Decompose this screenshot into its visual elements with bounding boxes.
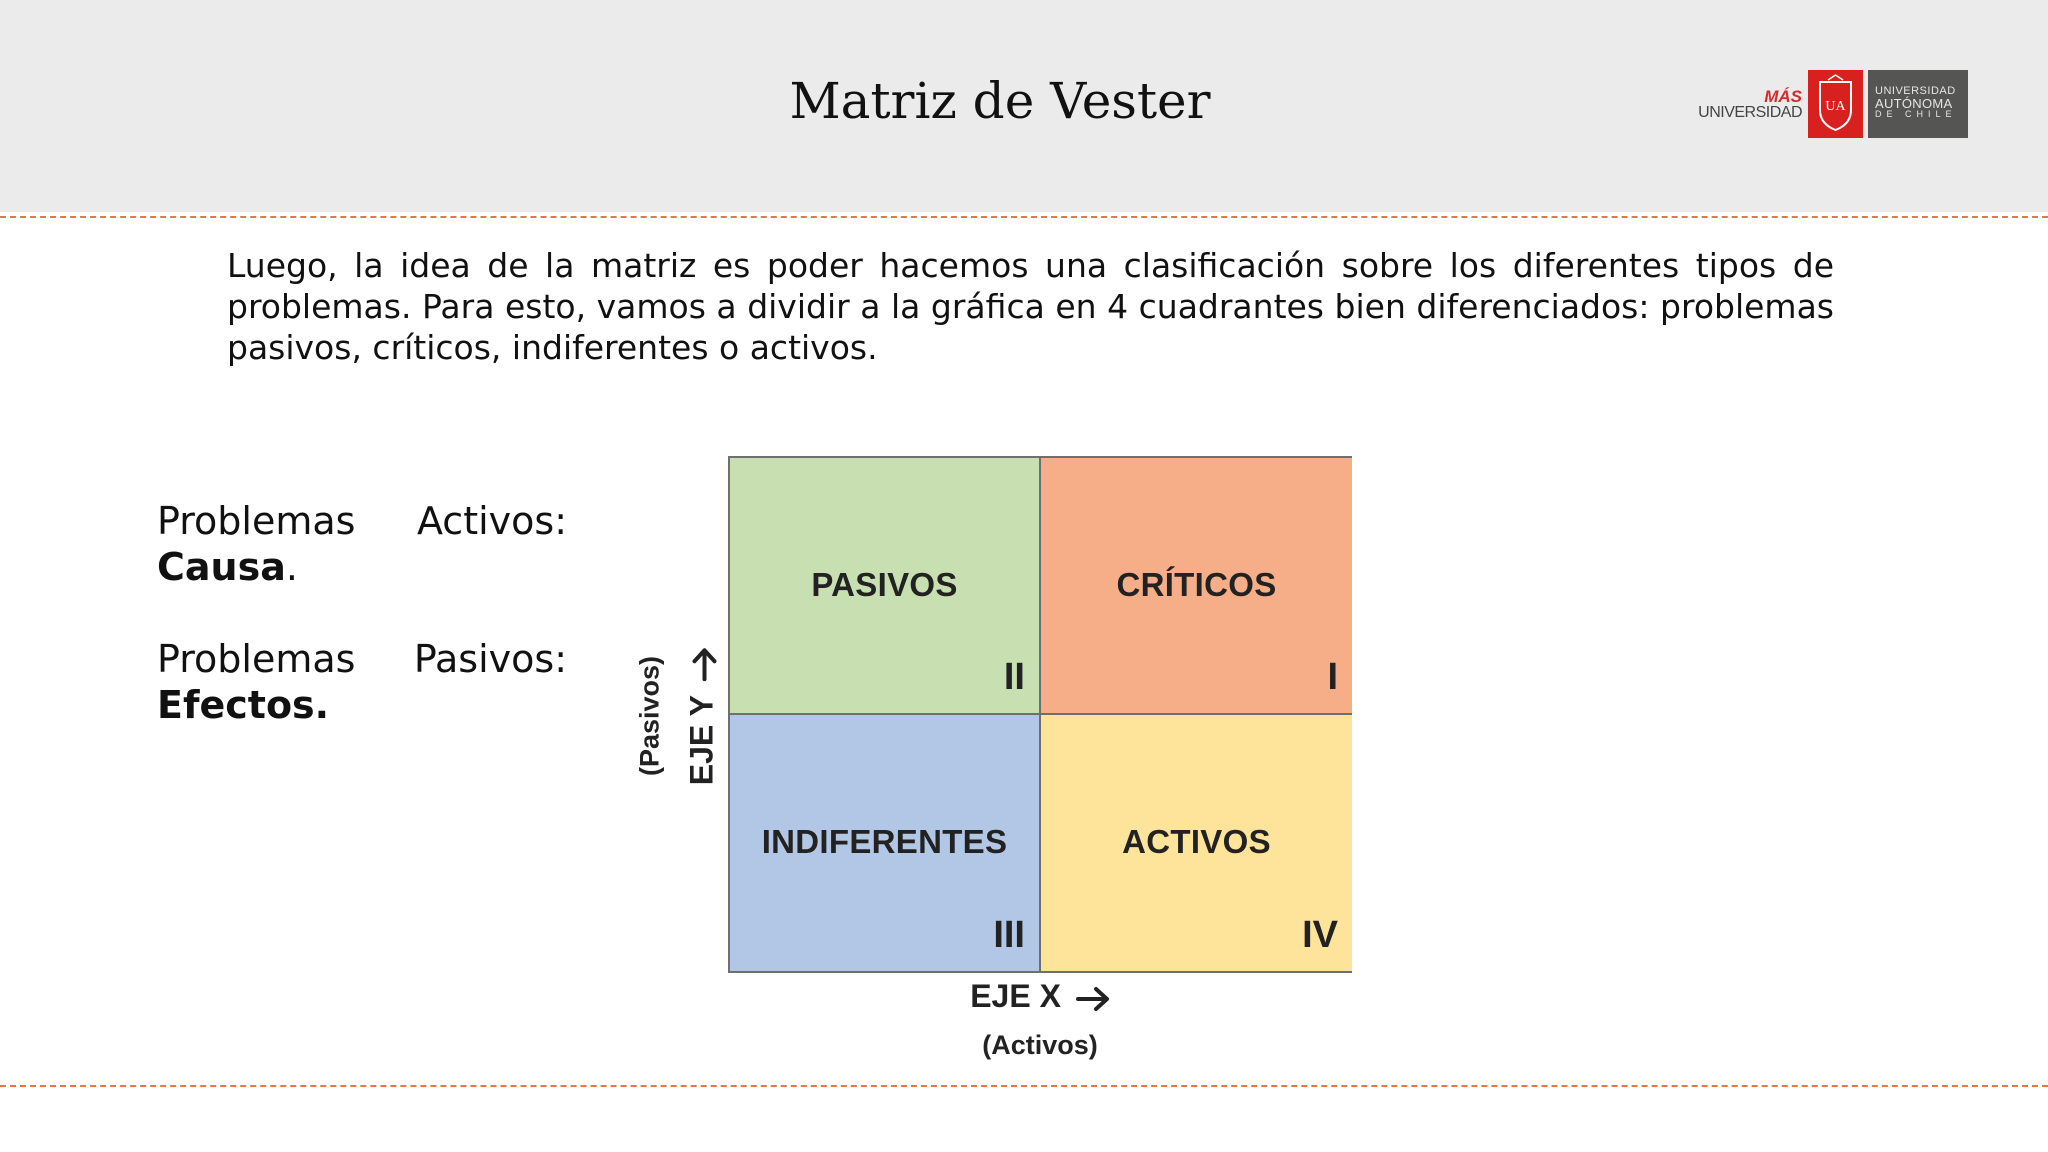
- quadrant-indiferentes-number: III: [993, 914, 1025, 956]
- quadrant-criticos-number: I: [1327, 656, 1338, 698]
- definition-pasivos-word2: Pasivos:: [413, 637, 567, 681]
- logo-line-3: DE CHILE: [1875, 109, 1957, 119]
- logo-line-1: UNIVERSIDAD: [1875, 85, 1956, 97]
- top-divider: [0, 216, 2048, 218]
- quadrant-indiferentes-label: INDIFERENTES: [761, 823, 1008, 860]
- quadrant-activos-label: ACTIVOS: [1122, 823, 1271, 860]
- svg-text:UA: UA: [1825, 99, 1846, 114]
- definition-activos: [157, 498, 567, 590]
- quadrant-indiferentes: [730, 715, 1041, 971]
- logo-tagline: [1690, 88, 1802, 121]
- arrow-up-icon: [691, 647, 717, 681]
- quadrant-criticos: [1041, 458, 1352, 715]
- definition-activos-word1: Problemas: [157, 499, 356, 543]
- quadrant-pasivos-number: II: [1003, 656, 1025, 698]
- definition-activos-word2: Activos:: [416, 499, 567, 543]
- y-axis-subtitle: (Pasivos): [634, 655, 665, 777]
- definition-activos-suffix: .: [285, 545, 298, 589]
- logo-mas-text: MÁS: [1764, 87, 1802, 106]
- definition-pasivos: [157, 636, 567, 728]
- logo-universidad-text: UNIVERSIDAD: [1698, 104, 1802, 121]
- slide-title: Matriz de Vester: [789, 72, 1211, 130]
- university-name-logo: [1868, 70, 1968, 138]
- bottom-divider: [0, 1085, 2048, 1087]
- definition-pasivos-value: Efectos.: [157, 683, 330, 727]
- quadrant-pasivos: [730, 458, 1041, 715]
- x-axis-label: [728, 978, 1352, 1015]
- quadrant-pasivos-label: PASIVOS: [811, 566, 958, 603]
- x-axis-title: EJE X: [970, 978, 1061, 1014]
- quadrant-activos-number: IV: [1302, 914, 1338, 956]
- intro-paragraph: Luego, la idea de la matriz es poder hacemos una clasificación sobre los diferentes tipos de problemas. Para esto, vamos a dividir a la gráfica en 4 cuadrantes bien diferenciados: problemas pasivos, críticos, indiferentes o activos.: [227, 246, 1834, 367]
- y-axis-label: [684, 647, 721, 785]
- quadrant-criticos-label: CRÍTICOS: [1116, 566, 1277, 603]
- y-axis-title: EJE Y: [683, 695, 720, 786]
- vester-matrix: [728, 456, 1352, 973]
- definition-pasivos-word1: Problemas: [157, 637, 356, 681]
- logo-line-2: AUTÓNOMA: [1875, 96, 1953, 111]
- quadrant-activos: [1041, 715, 1352, 971]
- x-axis-subtitle: (Activos): [982, 1030, 1098, 1060]
- university-shield-icon: [1808, 70, 1863, 138]
- definition-activos-value: Causa: [157, 545, 286, 589]
- arrow-right-icon: [1076, 986, 1110, 1012]
